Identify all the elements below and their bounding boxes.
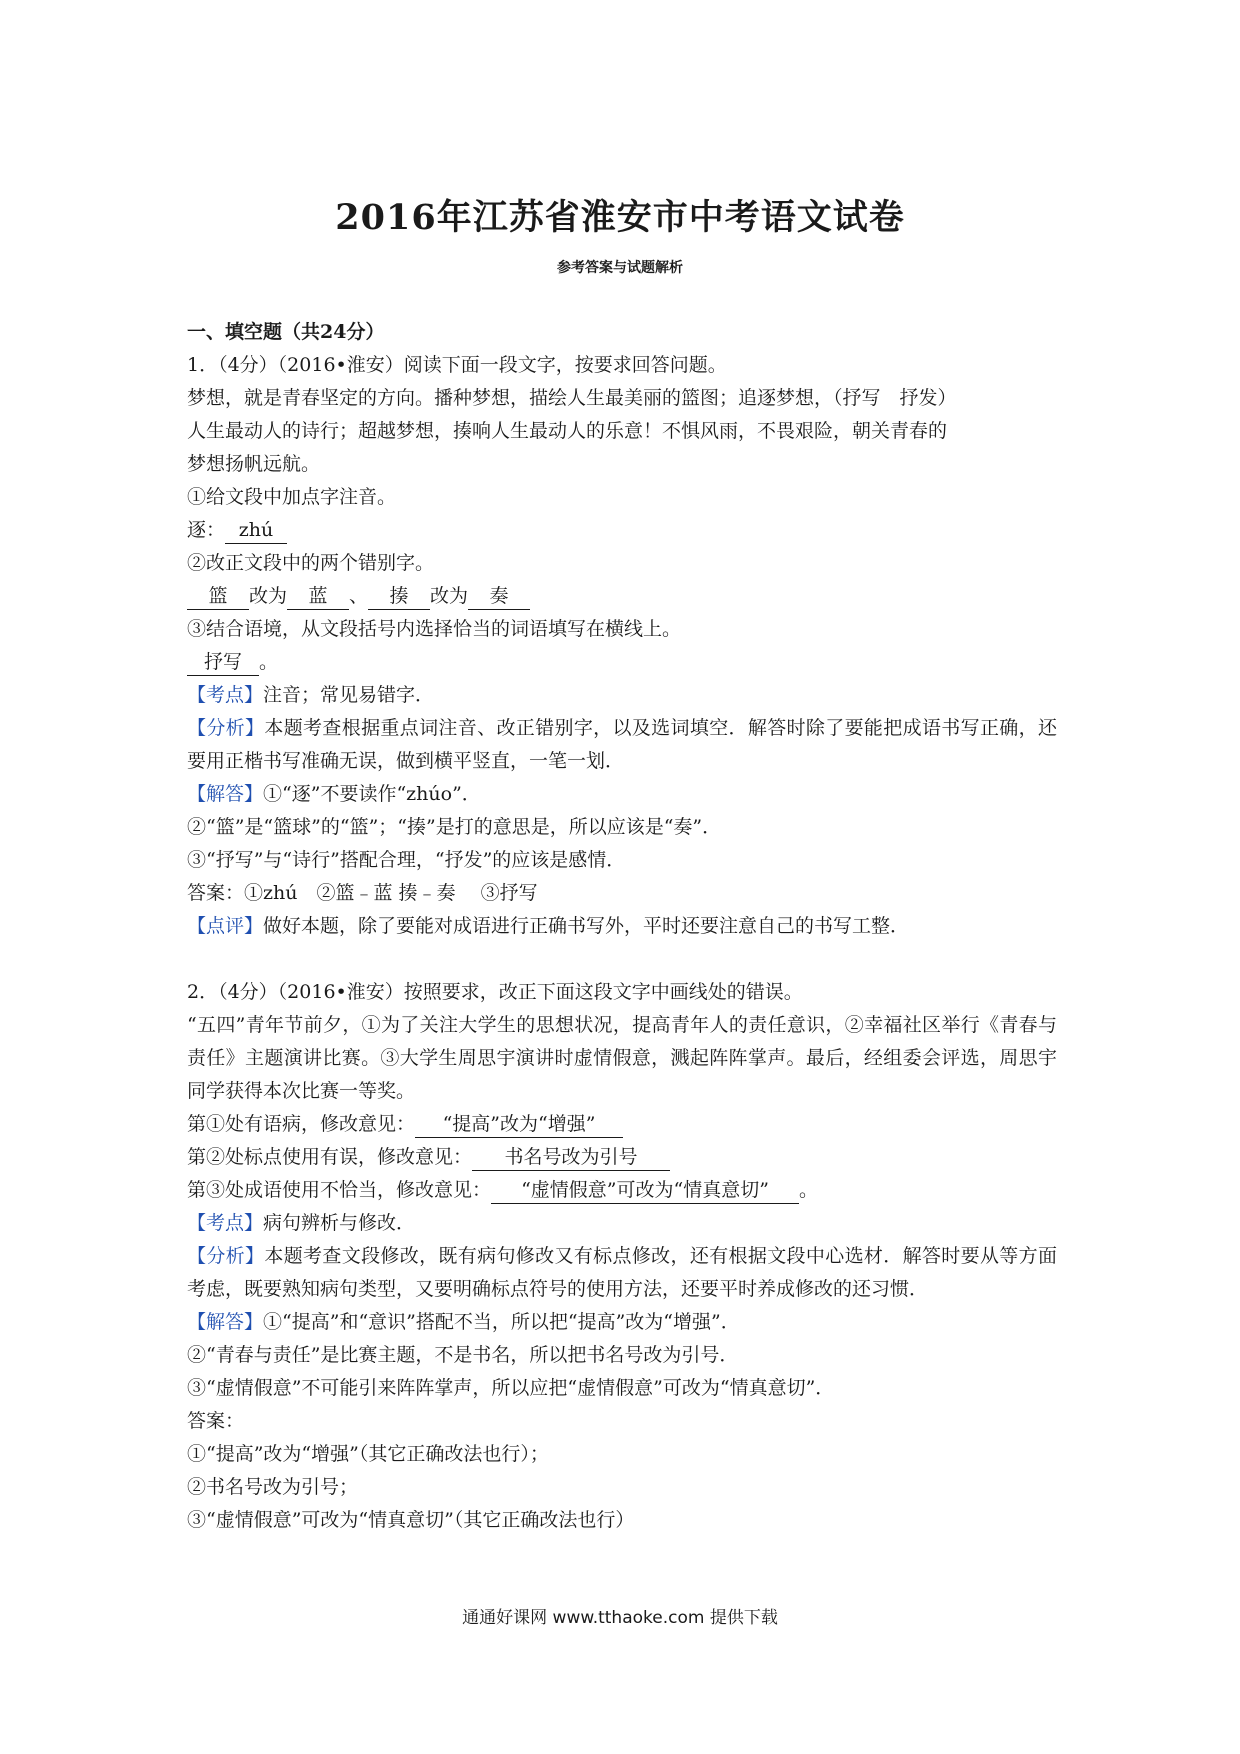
fenxi-tag: 【分析】 <box>187 717 265 739</box>
q2-jieda <box>187 1306 1057 1339</box>
q1-sub1-answer: zhú <box>225 517 287 544</box>
fenxi-tag: 【分析】 <box>187 1245 265 1267</box>
q2-fix2 <box>187 1141 1057 1174</box>
q1-sub2-answer-1: 篮 <box>187 583 249 610</box>
q1-sub2-answer-2: 蓝 <box>287 583 349 610</box>
q1-sub3: ③结合语境，从文段括号内选择恰当的词语填写在横线上。 <box>187 618 682 640</box>
q2-fix2-label: 第②处标点使用有误，修改意见： <box>187 1146 473 1168</box>
q2-answer-label: 答案： <box>187 1410 245 1432</box>
q1-answer: 答案：①zhú ②篮﹣蓝 揍﹣奏 ③抒写 <box>187 882 538 904</box>
q1-sub2-text: 改为 <box>249 585 288 607</box>
fenxi-text: 本题考查根据重点词注音、改正错别字，以及选词填空．解答时除了要能把成语书写正确，还要用正楷书写准确无误，做到横平竖直，一笔一划． <box>187 717 1057 772</box>
q2-passage: “五四”青年节前夕，①为了关注大学生的思想状况，提高青年人的责任意识，②幸福社区举行《青春与责任》主题演讲比赛。③大学生周思宇演讲时虚情假意，溅起阵阵掌声。最后，经组委会评选，周思宇同学获得本次比赛一等奖。 <box>187 1014 1057 1102</box>
document-subtitle: 参考答案与试题解析 <box>557 260 683 276</box>
q1-sub1-label: 逐： <box>187 519 226 541</box>
q2-answer-line: ②书名号改为引号； <box>187 1476 359 1498</box>
kaodian-tag: 【考点】 <box>187 684 264 706</box>
q2-stem: 2．（4分）（2016•淮安）按照要求，改正下面这段文字中画线处的错误。 <box>187 981 803 1003</box>
jieda-tag: 【解答】 <box>187 1311 264 1333</box>
q2-fix2-answer: 书名号改为引号 <box>472 1144 670 1171</box>
kaodian-text: 病句辨析与修改． <box>263 1212 416 1234</box>
dianping-tag: 【点评】 <box>187 915 264 937</box>
q1-kaodian <box>187 679 1057 712</box>
kaodian-tag: 【考点】 <box>187 1212 264 1234</box>
q2-fix1-answer: “提高”改为“增强” <box>415 1111 623 1138</box>
fenxi-text: 本题考查文段修改，既有病句修改又有标点修改，还有根据文段中心选材．解答时要从等方面考虑，既要熟知病句类型，又要明确标点符号的使用方法，还要平时养成修改的还习惯． <box>187 1245 1057 1300</box>
q1-fenxi <box>187 712 1057 778</box>
q1-sub3-answer-line <box>187 646 1057 679</box>
q1-sub2-separator: 、 <box>349 585 369 607</box>
q2-jieda-line: ②“青春与责任”是比赛主题，不是书名，所以把书名号改为引号． <box>187 1344 739 1366</box>
q1-jieda-line: ③“抒写”与“诗行”搭配合理，“抒发”的应该是感情． <box>187 849 626 871</box>
jieda-text: ①“逐”不要读作“zhúo”． <box>263 783 481 805</box>
q2-fix3-answer: “虚情假意”可改为“情真意切” <box>491 1177 799 1204</box>
q2-answer-line: ③“虚情假意”可改为“情真意切”（其它正确改法也行） <box>187 1509 635 1531</box>
q2-fix3-end: 。 <box>799 1179 819 1201</box>
q2-fenxi <box>187 1240 1057 1306</box>
q2-fix3-label: 第③处成语使用不恰当，修改意见： <box>187 1179 492 1201</box>
q1-passage-line: 梦想，就是青春坚定的方向。播种梦想，描绘人生最美丽的篮图；追逐梦想，（抒写 抒发） <box>187 387 957 409</box>
kaodian-text: 注音；常见易错字． <box>263 684 435 706</box>
q2-jieda-line: ③“虚情假意”不可能引来阵阵掌声，所以应把“虚情假意”可改为“情真意切”． <box>187 1377 835 1399</box>
q2-fix1-label: 第①处有语病，修改意见： <box>187 1113 416 1135</box>
q1-dianping <box>187 910 1057 943</box>
q1-jieda-line: ②“篮”是“篮球”的“篮”；“揍”是打的意思是，所以应该是“奏”． <box>187 816 722 838</box>
q1-sub1-answer-line <box>187 514 1057 547</box>
page-footer: 通通好课网 www.tthaoke.com 提供下载 <box>462 1608 778 1628</box>
document-body <box>187 316 1057 1537</box>
q1-sub2: ②改正文段中的两个错别字。 <box>187 552 435 574</box>
q1-sub3-end: 。 <box>259 651 279 673</box>
dianping-text: 做好本题，除了要能对成语进行正确书写外，平时还要注意自己的书写工整． <box>263 915 910 937</box>
q1-sub2-answer-3: 揍 <box>368 583 430 610</box>
q1-sub2-answer-4: 奏 <box>468 583 530 610</box>
q1-sub1: ①给文段中加点字注音。 <box>187 486 397 508</box>
q1-sub3-answer: 抒写 <box>187 649 259 676</box>
q2-fix1 <box>187 1108 1057 1141</box>
q1-stem: 1．（4分）（2016•淮安）阅读下面一段文字，按要求回答问题。 <box>187 354 727 376</box>
jieda-tag: 【解答】 <box>187 783 264 805</box>
q1-sub2-answer-line <box>187 580 1057 613</box>
q2-kaodian <box>187 1207 1057 1240</box>
q1-jieda <box>187 778 1057 811</box>
section-heading: 一、填空题（共24分） <box>187 321 385 343</box>
jieda-text: ①“提高”和“意识”搭配不当，所以把“提高”改为“增强”． <box>263 1311 740 1333</box>
q2-answer-line: ①“提高”改为“增强”（其它正确改法也行）； <box>187 1443 549 1465</box>
q1-passage-line: 梦想扬帆远航。 <box>187 453 321 475</box>
document-title: 2016年江苏省淮安市中考语文试卷 <box>335 197 905 238</box>
q1-sub2-text: 改为 <box>430 585 469 607</box>
q1-passage-line: 人生最动人的诗行；超越梦想，揍响人生最动人的乐意！不惧风雨，不畏艰险，朝关青春的 <box>187 420 948 442</box>
q2-fix3 <box>187 1174 1057 1207</box>
spacer <box>187 943 1057 976</box>
